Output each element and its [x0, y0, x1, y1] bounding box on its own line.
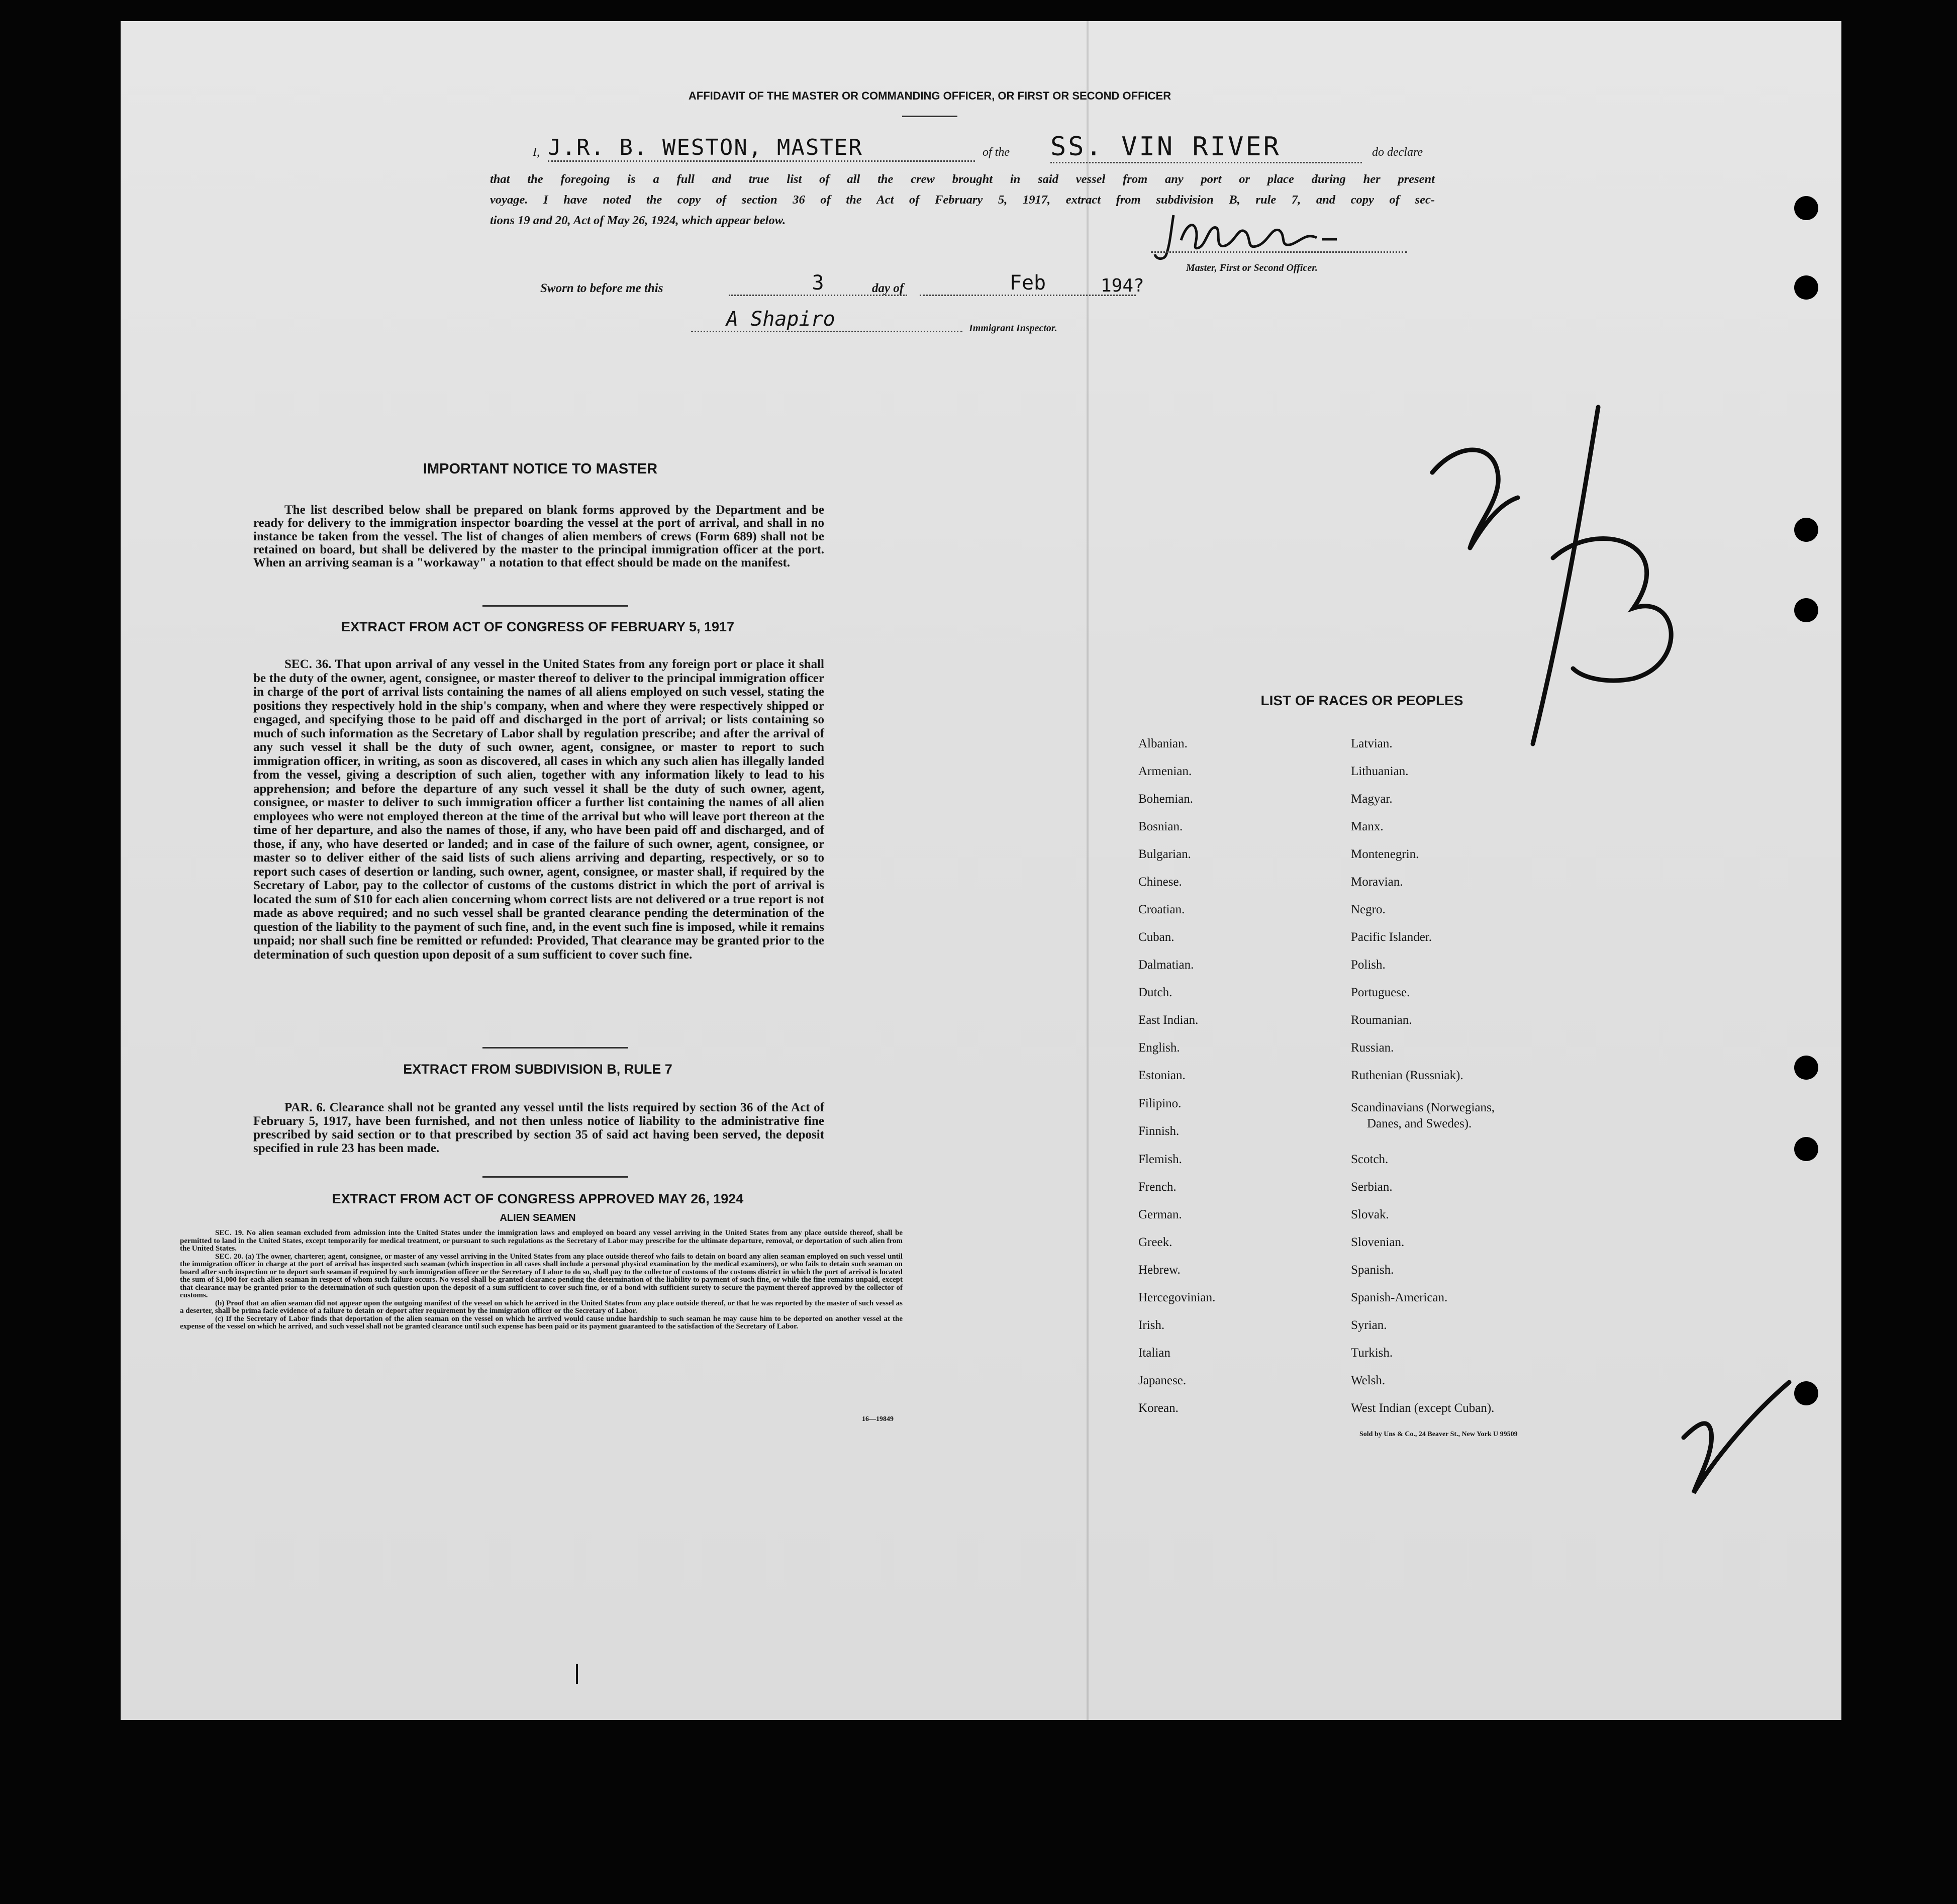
sworn-year: 194?	[1101, 275, 1144, 296]
race-item: Ruthenian (Russniak).	[1351, 1069, 1463, 1082]
punch-hole	[1794, 1137, 1818, 1161]
divider	[482, 1047, 628, 1049]
inspector-signature: A Shapiro	[691, 308, 962, 332]
race-item: Armenian.	[1138, 765, 1192, 778]
races-title: LIST OF RACES OR PEOPLES	[1260, 693, 1463, 708]
race-item: Estonian.	[1138, 1069, 1186, 1082]
race-item: Syrian.	[1351, 1318, 1387, 1332]
divider	[482, 1176, 628, 1178]
extract-rule7-body: PAR. 6. Clearance shall not be granted any vessel until the lists required by section 36 of the Act of February 5, 1917, have been furnished, and not then unless notice of liability to the administrative fine prescribed by said section or to that prescribed by section 35 of said act having been served, the deposit specified in rule 23 has been made.	[253, 1101, 824, 1155]
race-item: Magyar.	[1351, 792, 1393, 806]
extract-1924-body	[180, 1229, 903, 1331]
race-item: Scandinavians (Norwegians,	[1351, 1101, 1495, 1114]
race-item: Dalmatian.	[1138, 958, 1194, 972]
sold-by-imprint: Sold by Uns & Co., 24 Beaver St., New York U 99509	[1359, 1431, 1518, 1438]
statement-line-3: tions 19 and 20, Act of May 26, 1924, which appear below.	[490, 214, 786, 227]
race-item: Italian	[1138, 1346, 1170, 1360]
divider	[482, 605, 628, 607]
race-item: Polish.	[1351, 958, 1386, 972]
race-item: West Indian (except Cuban).	[1351, 1401, 1495, 1415]
race-item: Chinese.	[1138, 875, 1182, 889]
race-item: Albanian.	[1138, 737, 1188, 750]
sworn-label: Sworn to before me this	[540, 281, 663, 295]
signature-caption: Master, First or Second Officer.	[1186, 262, 1318, 273]
race-item: German.	[1138, 1208, 1182, 1221]
i-label: I,	[533, 146, 540, 159]
race-item: Lithuanian.	[1351, 765, 1409, 778]
affidavit-title: AFFIDAVIT OF THE MASTER OR COMMANDING OFFICER, OR FIRST OR SECOND OFFICER	[688, 89, 1171, 102]
master-signature-line	[1151, 251, 1407, 253]
extract-1924-subtitle: ALIEN SEAMEN	[500, 1212, 576, 1223]
notice-title: IMPORTANT NOTICE TO MASTER	[423, 461, 658, 477]
extract-rule7-title: EXTRACT FROM SUBDIVISION B, RULE 7	[403, 1062, 672, 1077]
race-item: Spanish-American.	[1351, 1291, 1448, 1304]
race-item: Serbian.	[1351, 1180, 1393, 1194]
race-item: Moravian.	[1351, 875, 1403, 889]
race-item: Turkish.	[1351, 1346, 1393, 1360]
extract-1917-title: EXTRACT FROM ACT OF CONGRESS OF FEBRUARY 5, 1917	[341, 619, 735, 634]
race-item: Irish.	[1138, 1318, 1165, 1332]
punch-hole	[1794, 1056, 1818, 1080]
race-item: East Indian.	[1138, 1013, 1199, 1027]
vessel-name: SS. VIN RIVER	[1050, 132, 1362, 163]
punch-hole	[1794, 598, 1818, 622]
punch-hole	[1794, 275, 1818, 300]
race-item: Latvian.	[1351, 737, 1393, 750]
race-item: Pacific Islander.	[1351, 930, 1432, 944]
race-item: Bosnian.	[1138, 820, 1183, 833]
race-item: Cuban.	[1138, 930, 1175, 944]
race-item: Hercegovinian.	[1138, 1291, 1216, 1304]
race-item: Finnish.	[1138, 1124, 1180, 1138]
race-item: Manx.	[1351, 820, 1384, 833]
race-item: Montenegrin.	[1351, 847, 1419, 861]
race-item: Croatian.	[1138, 903, 1185, 916]
sworn-day: 3	[729, 271, 907, 296]
master-signature	[1151, 210, 1402, 265]
extract-1924-title: EXTRACT FROM ACT OF CONGRESS APPROVED MAY 26, 1924	[332, 1191, 744, 1206]
sec-20a: SEC. 20. (a) The owner, charterer, agent, consignee, or master of any vessel arriving in the United States from any place outside thereof who fails to detain on board any alien seaman employed on such vessel until the immigration officer in charge at the port of arrival has inspected such seaman (which inspection in all cases shall include a personal physical examination by the medical examiners), or who fails to detain such seaman on board after such inspection or to deport such seaman if required by such immigration officer or the Secretary of Labor to do so, shall pay to the collector of customs of the customs district in which the port of arrival is located the sum of $1,000 for each alien seaman in respect of whom such failure occurs. No vessel shall be granted clearance pending the determination of the liability to payment of such fine, or while the fine remains unpaid, except that clearance may be granted prior to the determination of such question upon the deposit of a sum sufficient to cover such fine, or of a bond with sufficient surety to secure the payment thereof approved by the collector of customs.	[180, 1252, 903, 1299]
of-the-label: of the	[983, 146, 1010, 159]
race-item: Greek.	[1138, 1235, 1172, 1249]
declaration-line	[533, 132, 1437, 165]
handwritten-checkmark	[1679, 1377, 1794, 1498]
race-item: Spanish.	[1351, 1263, 1394, 1277]
handwritten-fraction	[1417, 397, 1689, 749]
sworn-month: Feb	[920, 271, 1136, 296]
race-item: Scotch.	[1351, 1153, 1389, 1166]
race-item: French.	[1138, 1180, 1177, 1194]
paper-mark	[576, 1664, 578, 1684]
sec-20c: (c) If the Secretary of Labor finds that deportation of the alien seaman on the vessel on which he arrived would cause undue hardship to such seaman he may cause him to be deported on another vessel at the expense of the vessel on which he arrived, and such vessel shall not be granted clearance until such expense has been paid or its payment guaranteed to the satisfaction of the Secretary of Labor.	[180, 1314, 903, 1330]
extract-1917-body: SEC. 36. That upon arrival of any vessel in the United States from any foreign port or place it shall be the duty of the owner, agent, consignee, or master thereof to deliver to the principal immigration officer in charge of the port of arrival lists containing the names of all aliens employed on such vessel, stating the positions they respectively hold in the ship's company, when and where they were respectively shipped or engaged, and specifying those to be paid off and discharged in the port of arrival; or lists containing so much of such information as the Secretary of Labor shall by regulation prescribe; and after the arrival of any such vessel it shall be the duty of such owner, agent, consignee, or master to report to such immigration officer, in writing, as soon as discovered, all cases in which any such alien has illegally landed from the vessel, giving a description of such alien, together with any information likely to lead to his apprehension; and before the departure of any such vessel it shall be the duty of such owner, agent, consignee, or master to deliver to such immigration officer a further list containing the names of all alien employees who were not employed thereon at the time of the arrival but who will leave port thereon at the time of her departure, and also the names of those, if any, who have been paid off and discharged, and of those, if any, who have deserted or landed; and in case of the failure of such owner, agent, consignee, or master so to deliver either of the said lists of such aliens arriving and departing, respectively, or so to report such cases of desertion or landing, such owner, agent, consignee, or master shall, if required by the Secretary of Labor, pay to the collector of customs of the customs district in which the port of arrival is located the sum of $10 for each alien concerning whom correct lists are not delivered or a true report is not made as above required; and no such vessel shall be granted clearance pending the determination of the question of the liability to the payment of such fine, and, in the event such fine is imposed, while it remains unpaid; nor shall such fine be remitted or refunded: Provided, That clearance may be granted prior to the determination of such question upon deposit of a sum sufficient to cover such fine.	[253, 657, 824, 962]
day-of-label: day of	[872, 281, 904, 295]
punch-hole	[1794, 518, 1818, 542]
race-item: English.	[1138, 1041, 1180, 1055]
form-number: 16—19849	[862, 1415, 894, 1423]
punch-hole	[1794, 196, 1818, 220]
sec-19: SEC. 19. No alien seaman excluded from admission into the United States under the immigration laws and employed on board any vessel arriving in the United States from any place outside thereof, shall be permitted to land in the United States, except temporarily for medical treatment, or pursuant to such regulations as the Secretary of Labor may prescribe for the ultimate departure, removal, or deportation of such alien from the United States.	[180, 1229, 903, 1253]
race-item: Japanese.	[1138, 1374, 1187, 1387]
race-item: Danes, and Swedes).	[1367, 1117, 1472, 1130]
declare-label: do declare	[1372, 146, 1423, 159]
punch-hole	[1794, 1381, 1818, 1405]
statement-line-2: voyage. I have noted the copy of section 36 of the Act of February 5, 1917, extract from subdivision B, rule 7, and copy of sec-	[490, 193, 1435, 207]
race-item: Negro.	[1351, 903, 1386, 916]
title-underline	[902, 116, 957, 117]
inspector-caption: Immigrant Inspector.	[969, 323, 1057, 334]
notice-body: The list described below shall be prepared on blank forms approved by the Department and be ready for delivery to the immigration inspector boarding the vessel at the port of arrival, and shall in no instance be taken from the vessel. The list of changes of alien members of crews (Form 689) shall not be retained on board, but shall be delivered by the master to the principal immigration officer at the port. When an arriving seaman is a "workaway" a notation to that effect should be made on the manifest.	[253, 503, 824, 570]
race-item: Hebrew.	[1138, 1263, 1181, 1277]
master-name: J.R. B. WESTON, MASTER	[548, 135, 975, 162]
race-item: Dutch.	[1138, 986, 1172, 999]
race-item: Bohemian.	[1138, 792, 1194, 806]
race-item: Bulgarian.	[1138, 847, 1191, 861]
race-item: Korean.	[1138, 1401, 1179, 1415]
race-item: Roumanian.	[1351, 1013, 1412, 1027]
race-item: Slovak.	[1351, 1208, 1389, 1221]
race-item: Slovenian.	[1351, 1235, 1405, 1249]
race-item: Filipino.	[1138, 1097, 1182, 1110]
race-item: Welsh.	[1351, 1374, 1386, 1387]
sworn-line	[540, 271, 1173, 302]
race-item: Portuguese.	[1351, 986, 1410, 999]
race-item: Russian.	[1351, 1041, 1394, 1055]
race-item: Flemish.	[1138, 1153, 1182, 1166]
sec-20b: (b) Proof that an alien seaman did not appear upon the outgoing manifest of the vessel on which he arrived in the United States from any place outside thereof, or that he was reported by the master of such vessel as a deserter, shall be prima facie evidence of a failure to detain or deport after requirement by the immigration officer or the Secretary of Labor.	[180, 1299, 903, 1315]
statement-line-1: that the foregoing is a full and true list of all the crew brought in said vessel from any port or place during her present	[490, 172, 1435, 186]
